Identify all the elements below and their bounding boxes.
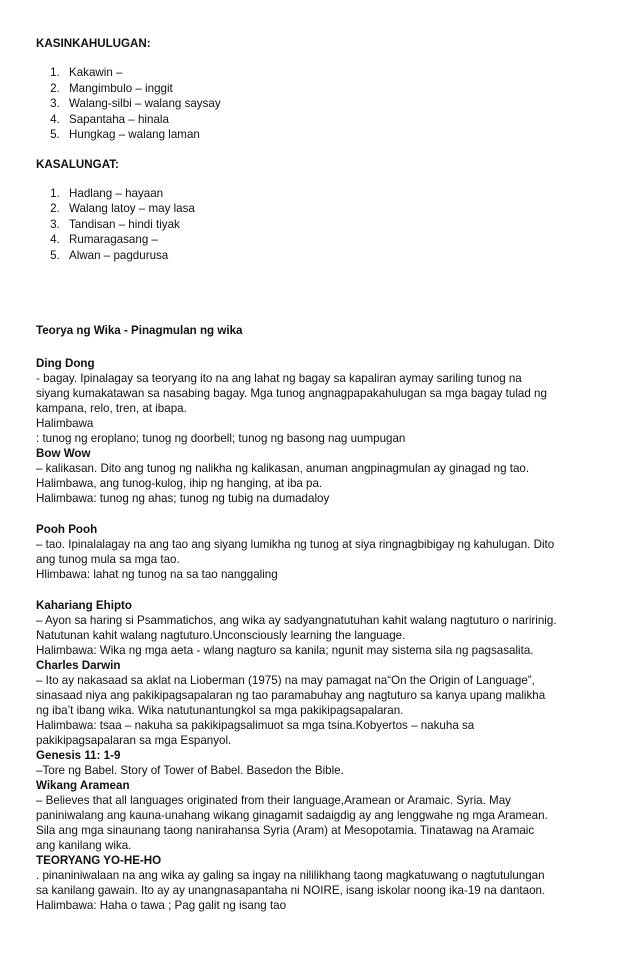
text-line: Sila ang mga sinaunang taong nanirahansa Syria (Aram) at Mesopotamia. Tinatawag na Aramaic	[36, 824, 535, 837]
section-heading: Pooh Pooh	[36, 523, 98, 536]
text-line: paniniwalang ang kauna-unahang wikang ginagamit sadaigdig ay ang lenggwahe ng mga Aramean.	[36, 809, 548, 822]
section-heading: Genesis 11: 1-9	[36, 749, 121, 762]
section-heading: Charles Darwin	[36, 659, 121, 672]
list-item: 2. Mangimbulo – inggit	[63, 81, 602, 97]
section-kahariang-ehipto	[36, 598, 602, 658]
section-ding-dong	[36, 356, 602, 446]
section-heading: Kahariang Ehipto	[36, 599, 132, 612]
section-heading: TEORYANG YO-HE-HO	[36, 854, 162, 867]
text-line: sa kanilang gawain. Ito ay ay unangnasapantaha ni NOIRE, isang iskolar noong ika-19 na dantaon.	[36, 884, 546, 897]
list-item: 5. Alwan – pagdurusa	[63, 248, 602, 264]
list-item: 3. Walang-silbi – walang saysay	[63, 96, 602, 112]
text-line: – Ayon sa haring si Psammatichos, ang wika ay sadyangnatutuhan kahit walang nagtuturo o naririnig.	[36, 614, 557, 627]
text-line: ng iba’t ibang wika. Wika natutunantungkol sa mga pakikipagsapalaran.	[36, 704, 404, 717]
text-line: – kalikasan. Dito ang tunog ng nalikha ng kalikasan, anuman angpinagmulan ay ginagad ng tao.	[36, 462, 530, 475]
text-line: Halimbawa: Haha o tawa ; Pag galit ng isang tao	[36, 899, 287, 912]
section-yo-he-ho	[36, 853, 602, 913]
text-line: ang kanilang wika.	[36, 839, 132, 852]
text-line: Halimbawa: Wika ng mga aeta - wlang nagturo sa kanila; ngunit may sistema sila ng pagsasalita.	[36, 644, 534, 657]
section-genesis	[36, 748, 602, 778]
text-line: : tunog ng eroplano; tunog ng doorbell; tunog ng basong nag uumpugan	[36, 432, 406, 445]
text-line: Halimbawa: tsaa – nakuha sa pakikipagsalimuot sa mga tsina.Kobyertos – nakuha sa	[36, 719, 475, 732]
kasalungat-heading: KASALUNGAT:	[36, 157, 119, 171]
list-item: 1. Hadlang – hayaan	[63, 186, 602, 202]
list-item: 4. Rumaragasang –	[63, 232, 602, 248]
text-line: – tao. Ipinalalagay na ang tao ang siyang lumikha ng tunog at siya ringnagbibigay ng kahulugan. Dito	[36, 538, 555, 551]
teorya-title: Teorya ng Wika - Pinagmulan ng wika	[36, 324, 243, 337]
section-pooh-pooh	[36, 522, 602, 582]
text-line: –Tore ng Babel. Story of Tower of Babel. Basedon the Bible.	[36, 764, 344, 777]
list-item: 4. Sapantaha – hinala	[63, 112, 602, 128]
document-page	[36, 36, 602, 913]
list-item: 2. Walang latoy – may lasa	[63, 201, 602, 217]
text-line: Hlimbawa: lahat ng tunog na sa tao nanggaling	[36, 568, 278, 581]
text-line: pakikipagsapalaran sa mga Espanyol.	[36, 734, 232, 747]
text-line: Natutunan kahit walang nagtuturo.Unconsciously learning the language.	[36, 629, 406, 642]
list-item: 3. Tandisan – hindi tiyak	[63, 217, 602, 233]
text-line: ang tunog mula sa mga tao.	[36, 553, 180, 566]
section-bow-wow	[36, 446, 602, 506]
text-line: – Believes that all languages originated from their language,Aramean or Aramaic. Syria. May	[36, 794, 511, 807]
kasalungat-list	[36, 186, 602, 264]
text-line: . pinaniniwalaan na ang wika ay galing sa ingay na nililikhang taong magkatuwang o nagtutulungan	[36, 869, 545, 882]
list-item: 5. Hungkag – walang laman	[63, 127, 602, 143]
text-line: kampana, relo, tren, at ibapa.	[36, 402, 187, 415]
section-heading: Bow Wow	[36, 447, 91, 460]
text-line: Halimbawa: tunog ng ahas; tunog ng tubig na dumadaloy	[36, 492, 330, 505]
text-line: Halimbawa	[36, 417, 94, 430]
text-line: – Ito ay nakasaad sa aklat na Lioberman (1975) na may pamagat na“On the Origin of Language”,	[36, 674, 535, 687]
section-heading: Ding Dong	[36, 357, 95, 370]
text-line: Halimbawa, ang tunog-kulog, ihip ng hanging, at iba pa.	[36, 477, 323, 490]
text-line: siyang kumakatawan sa nasabing bagay. Mga tunog angnagpapakahulugan sa mga bagay tulad ng	[36, 387, 547, 400]
section-wikang-aramean	[36, 778, 602, 853]
kasingkahulugan-list	[36, 65, 602, 143]
kasingkahulugan-heading: KASINKAHULUGAN:	[36, 37, 151, 50]
list-item: 1. Kakawin –	[63, 65, 602, 81]
text-line: - bagay. Ipinalagay sa teoryang ito na ang lahat ng bagay sa kapaliran aymay sariling tunog na	[36, 372, 522, 385]
section-heading: Wikang Aramean	[36, 779, 130, 792]
section-charles-darwin	[36, 658, 602, 748]
text-line: sinasaad niya ang pakikipagsapalaran ng tao paramabuhay ang nagtuturo sa kanya upang malikha	[36, 689, 546, 702]
